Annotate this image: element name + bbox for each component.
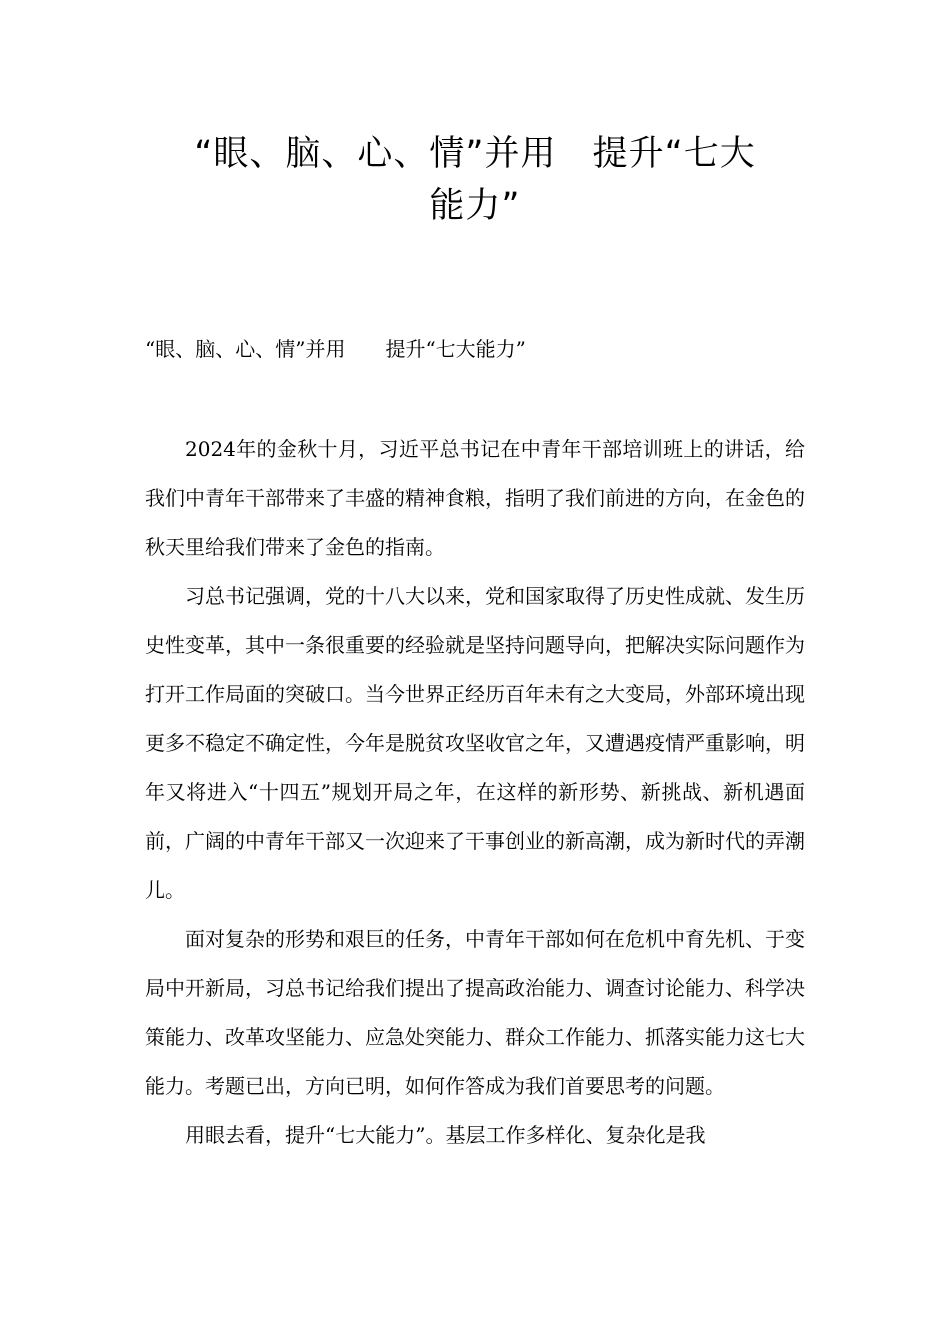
title-line-2: 能力”: [429, 186, 521, 226]
document-subtitle: “眼、脑、心、情”并用 提升“七大能力”: [145, 337, 526, 361]
document-body: [145, 425, 805, 1160]
paragraph-2: 习总书记强调，党的十八大以来，党和国家取得了历史性成就、发生历史性变革，其中一条很重要的经验就是坚持问题导向，把解决实际问题作为打开工作局面的突破口。当今世界正经历百年未有之大变局，外部环境出现更多不稳定不确定性，今年是脱贫攻坚收官之年，又遭遇疫情严重影响，明年又将进入“十四五”规划开局之年，在这样的新形势、新挑战、新机遇面前，广阔的中青年干部又一次迎来了干事创业的新高潮，成为新时代的弄潮儿。: [145, 584, 805, 902]
document-title: [145, 128, 805, 232]
paragraph-1: 2024年的金秋十月，习近平总书记在中青年干部培训班上的讲话，给我们中青年干部带来了丰盛的精神食粮，指明了我们前进的方向，在金色的秋天里给我们带来了金色的指南。: [145, 437, 805, 559]
paragraph-3: 面对复杂的形势和艰巨的任务，中青年干部如何在危机中育先机、于变局中开新局，习总书记给我们提出了提高政治能力、调查讨论能力、科学决策能力、改革攻坚能力、应急处突能力、群众工作能力、抓落实能力这七大能力。考题已出，方向已明，如何作答成为我们首要思考的问题。: [145, 927, 805, 1098]
paragraph-4: 用眼去看，提升“七大能力”。基层工作多样化、复杂化是我: [185, 1123, 706, 1147]
title-line-1: “眼、脑、心、情”并用 提升“七大: [194, 134, 756, 174]
